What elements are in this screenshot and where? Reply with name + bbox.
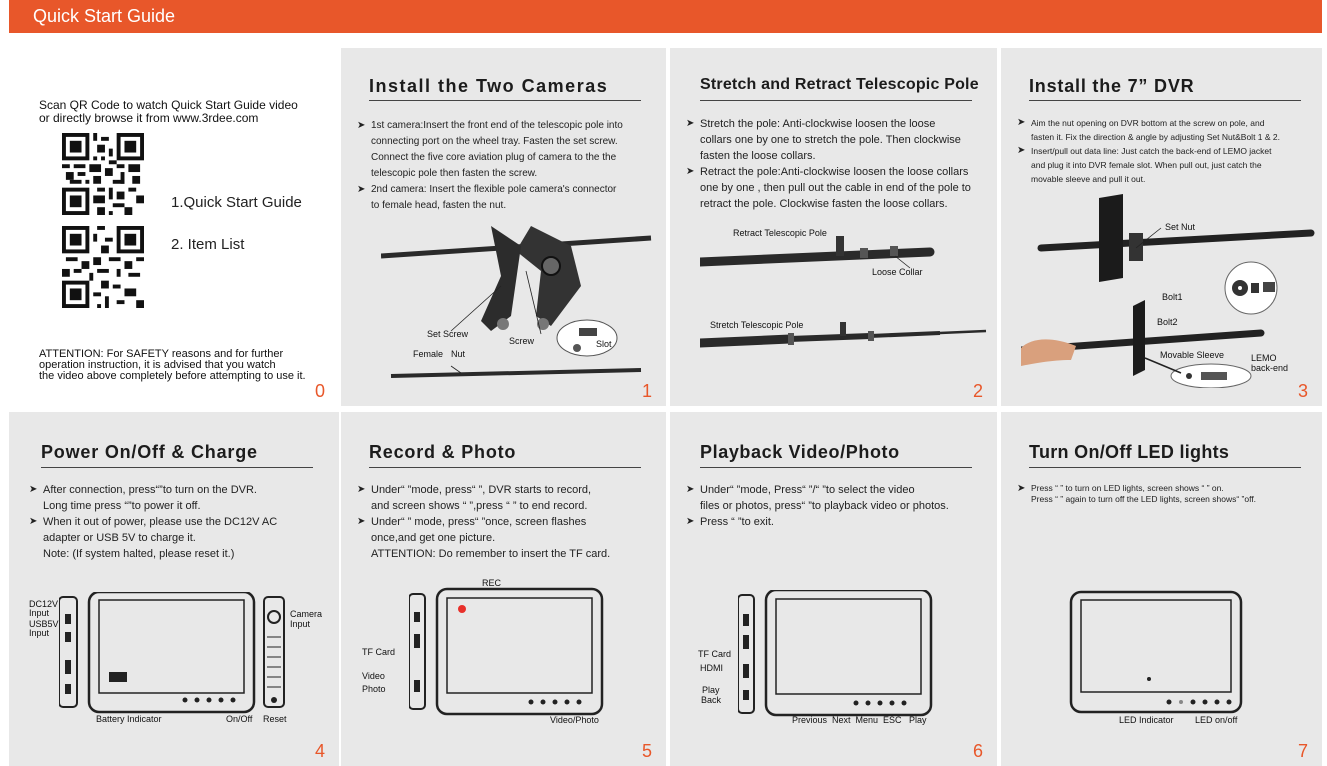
instructions xyxy=(1017,483,1322,505)
label-bolt2: Bolt2 xyxy=(1157,317,1178,327)
panel-number: 2 xyxy=(972,381,983,401)
title-underline xyxy=(369,467,641,468)
step-record xyxy=(357,482,662,514)
step-data-line xyxy=(1017,144,1322,186)
label-battery-indicator: Battery Indicator xyxy=(96,714,162,724)
panel-1-install-cameras xyxy=(341,48,666,406)
qr-label-quick-start: 1.Quick Start Guide xyxy=(171,194,302,211)
photo-line: ➤ Under“ ” mode, press“ ”once, screen flashes xyxy=(371,516,587,528)
panel-number: 0 xyxy=(314,381,325,401)
instructions xyxy=(686,116,986,212)
instructions xyxy=(29,482,329,562)
label-movable-sleeve: Movable Sleeve xyxy=(1160,350,1225,360)
panel-title: Turn On/Off LED lights xyxy=(1029,442,1230,462)
panel-number: 7 xyxy=(1297,741,1308,761)
select-line: ➤ Under“ ”mode, Press“ ”/“ ”to select the video xyxy=(700,484,915,496)
step-1-line: Connect the five core aviation plug of camera to the the xyxy=(371,152,617,163)
panel-title: Install the 7” DVR xyxy=(1029,76,1195,96)
attention-line-2: operation instruction, it is advised that you watch xyxy=(39,359,276,371)
label-set-nut: Set Nut xyxy=(1165,222,1196,232)
led-line: Press “ ” again to turn off the LED lights, screen shows“ ”off. xyxy=(1031,494,1257,504)
title-underline xyxy=(1029,467,1301,468)
label-back: Back xyxy=(701,695,722,705)
attention-line-3: the video above completely before attempting to use it. xyxy=(39,370,306,382)
panel-title: Install the Two Cameras xyxy=(369,76,609,96)
record-line: and screen shows “ ”,press “ ” to end record. xyxy=(371,500,588,512)
label-stretch-pole: Stretch Telescopic Pole xyxy=(710,320,804,330)
step-retract xyxy=(686,164,986,212)
scan-instructions xyxy=(39,99,339,125)
page-title: Quick Start Guide xyxy=(33,6,176,26)
step-photo xyxy=(357,514,662,562)
label-slot: Slot xyxy=(596,339,612,349)
aim-line: ➤ Aim the nut opening on DVR bottom at the screw on pole, and xyxy=(1031,118,1265,128)
photo-line: ATTENTION: Do remember to insert the TF card. xyxy=(371,548,611,560)
instructions xyxy=(357,482,662,562)
camera-install-illustration xyxy=(381,216,661,386)
dvr-playback-diagram xyxy=(738,590,938,720)
label-on-off: On/Off xyxy=(226,714,253,724)
header-bar xyxy=(9,0,1322,33)
label-video-photo: Video/Photo xyxy=(550,715,599,725)
label-dc12v-input: Input xyxy=(29,608,50,618)
instructions xyxy=(357,118,657,214)
panel-6-playback xyxy=(670,412,997,766)
label-loose-collar: Loose Collar xyxy=(872,267,923,277)
retract-line: retract the pole. Clockwise fasten the loose collars. xyxy=(700,198,948,210)
scan-line-2: or directly browse it from www.3rdee.com xyxy=(39,111,259,125)
charge-line: ➤ When it out of power, please use the DC12V AC xyxy=(43,516,278,528)
step-exit xyxy=(686,514,991,530)
retract-line: one by one , then pull out the cable in end of the pole to xyxy=(700,182,971,194)
instructions xyxy=(686,482,991,530)
panel-title: Power On/Off & Charge xyxy=(41,442,258,462)
label-usb5v-input: Input xyxy=(29,628,50,638)
panel-2-telescopic-pole xyxy=(670,48,997,406)
step-stretch xyxy=(686,116,986,164)
label-play: Play xyxy=(702,685,720,695)
panel-4-power-charge xyxy=(9,412,339,766)
step-1 xyxy=(357,118,657,182)
panel-7-led-lights xyxy=(1001,412,1322,766)
panel-title: Playback Video/Photo xyxy=(700,442,900,462)
label-video: Video xyxy=(362,671,385,681)
label-rec: REC xyxy=(482,578,502,588)
label-led-on-off: LED on/off xyxy=(1195,715,1238,725)
label-hdmi: HDMI xyxy=(700,663,723,673)
led-line: ➤ Press “ ” to turn on LED lights, screen shows “ ” on. xyxy=(1031,483,1224,493)
step-2-line: ➤ 2nd camera: Insert the flexible pole camera's connector xyxy=(371,184,617,195)
label-led-indicator: LED Indicator xyxy=(1119,715,1174,725)
dvr-front-side-diagram xyxy=(59,592,299,717)
panel-title: Stretch and Retract Telescopic Pole xyxy=(700,76,979,93)
panel-number: 4 xyxy=(314,741,325,761)
label-camera-input: Input xyxy=(290,619,311,629)
panel-number: 1 xyxy=(641,381,652,401)
label-control-buttons: Previous Next Menu ESC Play xyxy=(792,715,927,725)
title-underline xyxy=(369,100,641,101)
label-female: Female xyxy=(413,349,444,359)
label-lemo-back-end: back-end xyxy=(1251,363,1289,373)
data-line: movable sleeve and pull it out. xyxy=(1031,174,1146,184)
step-1-line: connecting port on the wheel tray. Fasten the set screw. xyxy=(371,136,618,147)
label-tf-card: TF Card xyxy=(362,647,396,657)
panel-0-qr xyxy=(9,48,339,406)
title-underline xyxy=(700,100,972,101)
label-nut: Nut xyxy=(451,349,466,359)
instructions xyxy=(1017,116,1322,186)
charge-line: adapter or USB 5V to charge it. xyxy=(43,532,196,544)
power-line: ➤ After connection, press“”to turn on the DVR. xyxy=(43,484,257,496)
qr-label-item-list: 2. Item List xyxy=(171,236,245,253)
aim-line: fasten it. Fix the direction & angle by adjusting Set Nut&Bolt 1 & 2. xyxy=(1031,132,1280,142)
stretch-line: fasten the loose collars. xyxy=(700,150,816,162)
label-photo: Photo xyxy=(362,684,386,694)
title-underline xyxy=(41,467,313,468)
qr-code-quick-start-guide[interactable] xyxy=(62,133,144,215)
dvr-led-diagram xyxy=(1069,590,1244,715)
label-set-screw: Set Screw xyxy=(427,329,469,339)
step-1-line: ➤ 1st camera:Insert the front end of the telescopic pole into xyxy=(371,120,623,131)
label-screw: Screw xyxy=(509,336,535,346)
stretch-line: ➤ Stretch the pole: Anti-clockwise loosen the loose xyxy=(700,118,936,130)
safety-attention xyxy=(39,349,335,382)
panel-3-install-dvr xyxy=(1001,48,1322,406)
step-aim-nut xyxy=(1017,116,1322,144)
label-reset: Reset xyxy=(263,714,287,724)
panel-number: 6 xyxy=(972,741,983,761)
step-select xyxy=(686,482,991,514)
panel-number: 5 xyxy=(641,741,652,761)
record-line: ➤ Under“ ”mode, press“ ”, DVR starts to record, xyxy=(371,484,592,496)
select-line: files or photos, press“ ”to playback video or photos. xyxy=(700,500,949,512)
photo-line: once,and get one picture. xyxy=(371,532,496,544)
step-1-line: telescopic pole then fasten the screw. xyxy=(371,168,538,179)
stretched-pole-illustration xyxy=(700,318,990,368)
panel-5-record-photo xyxy=(341,412,666,766)
label-camera: Camera xyxy=(290,609,323,619)
step-2-line: to female head, fasten the nut. xyxy=(371,200,507,211)
label-dc12v: DC12V xyxy=(29,599,59,609)
scan-line-1: Scan QR Code to watch Quick Start Guide video xyxy=(39,98,298,112)
data-line: and plug it into DVR female slot. When pull out, just catch the xyxy=(1031,160,1262,170)
step-power-on xyxy=(29,482,329,514)
label-tf-card: TF Card xyxy=(698,649,732,659)
retracted-pole-illustration xyxy=(700,232,960,292)
data-line: ➤ Insert/pull out data line: Just catch the back-end of LEMO jacket xyxy=(1031,146,1272,156)
step-led xyxy=(1017,483,1322,505)
step-charge xyxy=(29,514,329,562)
exit-line: ➤ Press “ ”to exit. xyxy=(700,516,774,528)
qr-code-item-list[interactable] xyxy=(62,226,144,308)
label-lemo: LEMO xyxy=(1251,353,1277,363)
panel-title: Record & Photo xyxy=(369,442,517,462)
attention-line-1: ATTENTION: For SAFETY reasons and for further xyxy=(39,348,284,360)
label-usb5v: USB5V xyxy=(29,619,59,629)
label-retract-pole: Retract Telescopic Pole xyxy=(733,228,827,238)
step-2 xyxy=(357,182,657,214)
title-underline xyxy=(1029,100,1301,101)
title-underline xyxy=(700,467,972,468)
retract-line: ➤ Retract the pole:Anti-clockwise loosen the loose collars xyxy=(700,166,969,178)
label-bolt1: Bolt1 xyxy=(1162,292,1183,302)
dvr-record-diagram xyxy=(409,584,609,719)
stretch-line: collars one by one to stretch the pole. Then clockwise xyxy=(700,134,961,146)
panel-number: 3 xyxy=(1297,381,1308,401)
power-line: Long time press “”to power it off. xyxy=(43,500,201,512)
charge-line: Note: (If system halted, please reset it.) xyxy=(43,548,235,560)
